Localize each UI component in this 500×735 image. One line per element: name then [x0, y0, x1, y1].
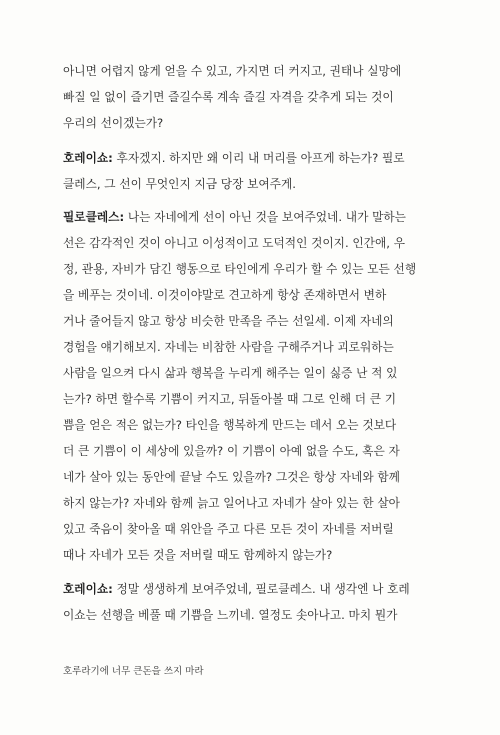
dialogue-line: 필로클레스: 나는 자네에게 선이 아닌 것을 보여주었네. 내가 말하는 — [63, 210, 406, 224]
speaker-name: 호레이쇼: — [63, 582, 113, 596]
text-line: 거나 줄어들지 않고 항상 비슷한 만족을 주는 선일세. 이제 자네의 — [63, 314, 394, 328]
text-line: 이쇼는 선행을 베풀 때 기쁨을 느끼네. 열정도 솟아나고. 마치 뭔가 — [63, 608, 398, 622]
text-line: 때나 자네가 모든 것을 저버릴 때도 함께하지 않는가? — [63, 548, 333, 562]
dialogue-line: 호레이쇼: 정말 생생하게 보여주었네, 필로클레스. 내 생각엔 나 호레 — [63, 582, 410, 596]
text-line: 하지 않는가? 자네와 함께 늙고 일어나고 자네가 살아 있는 한 살아 — [63, 496, 400, 510]
text-line: 클레스, 그 선이 무엇인지 지금 당장 보여주게. — [63, 177, 296, 191]
speaker-name: 필로클레스: — [63, 210, 125, 224]
text-line: 아니면 어렵지 않게 얻을 수 있고, 가지면 더 커지고, 권태나 실망에 — [63, 64, 402, 78]
text-line: 선은 감각적인 것이 아니고 이성적이고 도덕적인 것이지. 인간애, 우 — [63, 236, 405, 250]
text-line: 빠질 일 없이 즐기면 즐길수록 계속 즐길 자격을 갖추게 되는 것이 — [63, 90, 394, 104]
text-line: 경험을 얘기해보지. 자네는 비참한 사람을 구해주거나 괴로워하는 — [63, 340, 394, 354]
text-line: 는가? 하면 할수록 기쁨이 커지고, 뒤돌아볼 때 그로 인해 더 큰 기 — [63, 392, 397, 406]
text-line: 네가 살아 있는 동안에 끝날 수도 있을까? 그것은 항상 자네와 함께 — [63, 470, 400, 484]
text-line: 쁨을 얻은 적은 없는가? 타인을 행복하게 만드는 데서 오는 것보다 — [63, 418, 397, 432]
text-line: 정, 관용, 자비가 담긴 행동으로 타인에게 우리가 할 수 있는 모든 선행 — [63, 262, 417, 276]
text-line: 더 큰 기쁨이 이 세상에 있을까? 이 기쁨이 아예 없을 수도, 혹은 자 — [63, 444, 400, 458]
speaker-name: 호레이쇼: — [63, 151, 113, 165]
dialogue-line: 호레이쇼: 후자겠지. 하지만 왜 이리 내 머리를 아프게 하는가? 필로 — [63, 151, 405, 165]
text-line: 을 베푸는 것이네. 이것이야말로 견고하게 항상 존재하면서 변하 — [63, 288, 387, 302]
text-line: 우리의 선이겠는가? — [63, 116, 164, 130]
text-line: 사람을 일으켜 다시 삶과 행복을 누리게 해주는 일이 싫증 난 적 있 — [63, 366, 398, 380]
text-line: 있고 죽음이 찾아올 때 위안을 주고 다른 모든 것이 자네를 저버릴 — [63, 522, 394, 536]
running-footer: 호루라기에 너무 큰돈을 쓰지 마라 — [63, 666, 204, 677]
